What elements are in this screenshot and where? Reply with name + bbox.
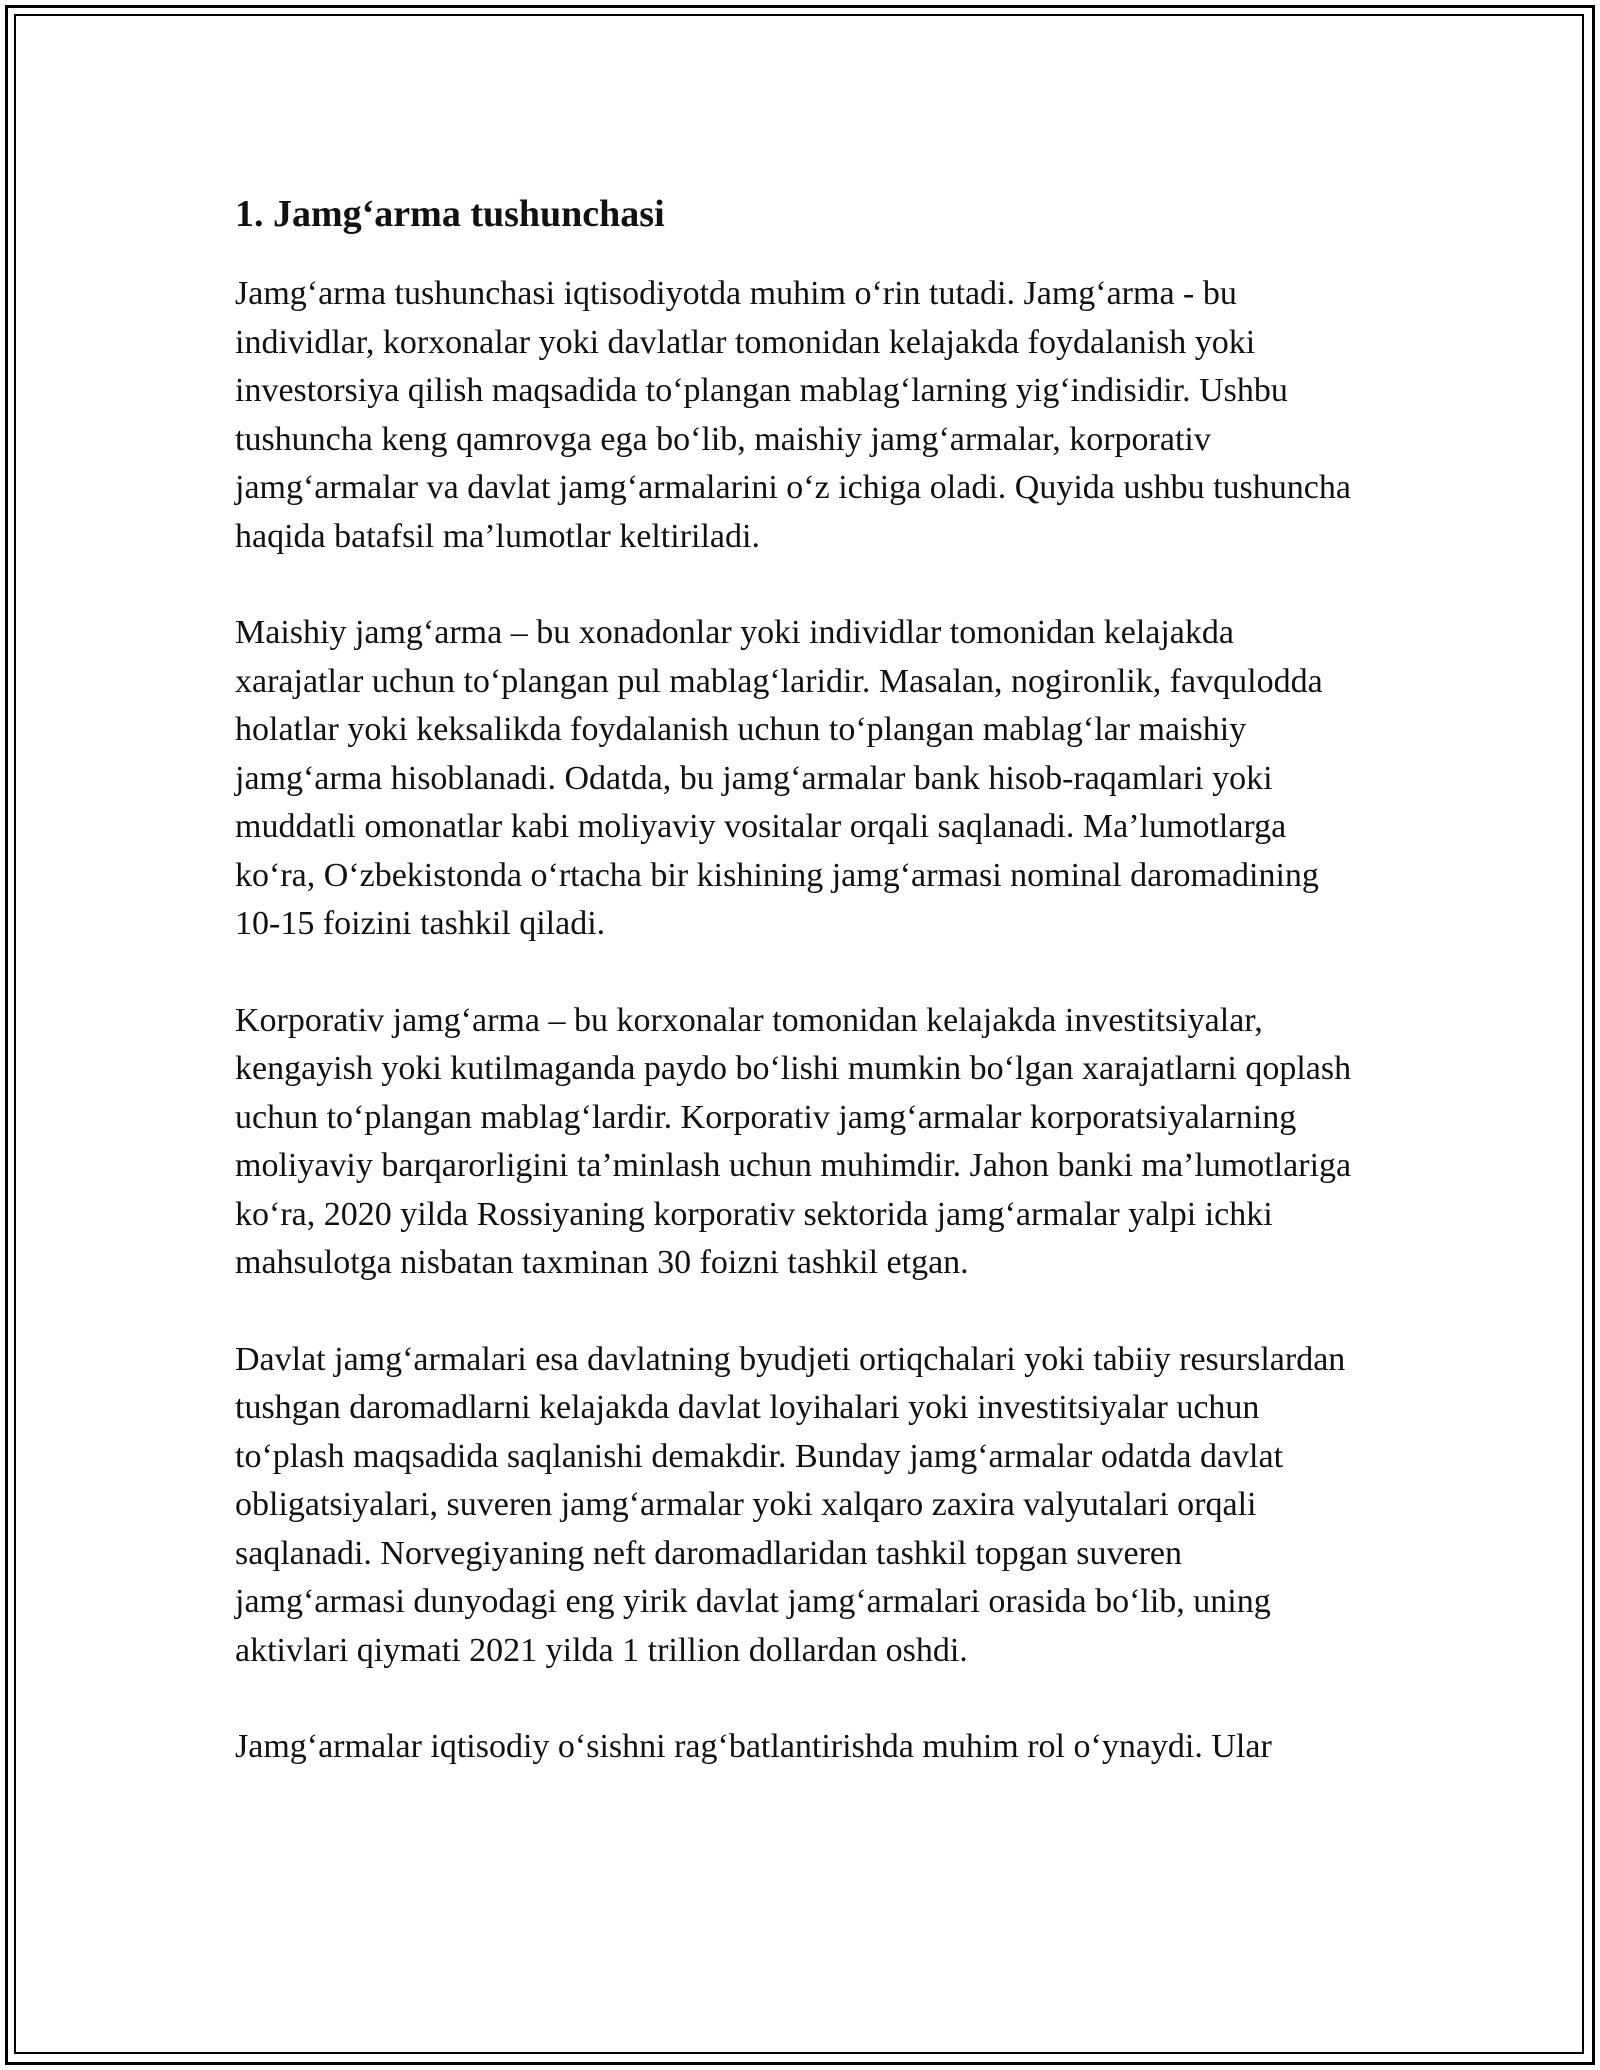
section-heading: 1. Jamg‘arma tushunchasi (235, 193, 665, 235)
paragraph-economic-growth: Jamg‘armalar iqtisodiy o‘sishni rag‘batlantirishda muhim rol o‘ynaydi. Ular (235, 1728, 1272, 1765)
paragraph-state-savings: Davlat jamg‘armalari esa davlatning byudjeti ortiqchalari yoki tabiiy resurslardan tushgan daromadlarni kelajakda davlat loyihalari yoki investitsiyalar uchun to‘plash maqsadida saqlanishi demakdir. Bunday jamg‘armalar odatda davlat obligatsiyalari, suveren jamg‘armalar yoki xalqaro zaxira valyutalari orqali saqlanadi. Norvegiyaning neft daromadlaridan tashkil topgan suveren jamg‘armasi dunyodagi eng yirik davlat jamg‘armalari orasida bo‘lib, uning aktivlari qiymati 2021 yilda 1 trillion dollardan oshdi. (235, 1340, 1346, 1669)
paragraph-household-savings: Maishiy jamg‘arma – bu xonadonlar yoki individlar tomonidan kelajakda xarajatlar uchun to‘plangan pul mablag‘laridir. Masalan, nogironlik, favqulodda holatlar yoki keksalikda foydalanish uchun to‘plangan mablag‘lar maishiy jamg‘arma hisoblanadi. Odatda, bu jamg‘armalar bank hisob-raqamlari yoki muddatli omonatlar kabi moliyaviy vositalar orqali saqlanadi. Ma’lumotlarga ko‘ra, O‘zbekistonda o‘rtacha bir kishining jamg‘armasi nominal daromadining 10-15 foizini tashkil qiladi. (235, 614, 1323, 942)
paragraph-corporate-savings: Korporativ jamg‘arma – bu korxonalar tomonidan kelajakda investitsiyalar, kengayish yoki kutilmaganda paydo bo‘lishi mumkin bo‘lgan xarajatlarni qoplash uchun to‘plangan mablag‘lardir. Korporativ jamg‘armalar korporatsiyalarning moliyaviy barqarorligini ta’minlash uchun muhimdir. Jahon banki ma’lumotlariga ko‘ra, 2020 yilda Rossiyaning korporativ sektorida jamg‘armalar yalpi ichki mahsulotga nisbatan taxminan 30 foizni tashkil etgan. (235, 1001, 1352, 1281)
document-body (235, 186, 1355, 1820)
paragraph-intro: Jamg‘arma tushunchasi iqtisodiyotda muhim o‘rin tutadi. Jamg‘arma - bu individlar, korxonalar yoki davlatlar tomonidan kelajakda foydalanish yoki investorsiya qilish maqsadida to‘plangan mablag‘larning yig‘indisidir. Ushbu tushuncha keng qamrovga ega bo‘lib, maishiy jamg‘armalar, korporativ jamg‘armalar va davlat jamg‘armalarini o‘z ichiga oladi. Quyida ushbu tushuncha haqida batafsil ma’lumotlar keltiriladi. (235, 275, 1351, 555)
